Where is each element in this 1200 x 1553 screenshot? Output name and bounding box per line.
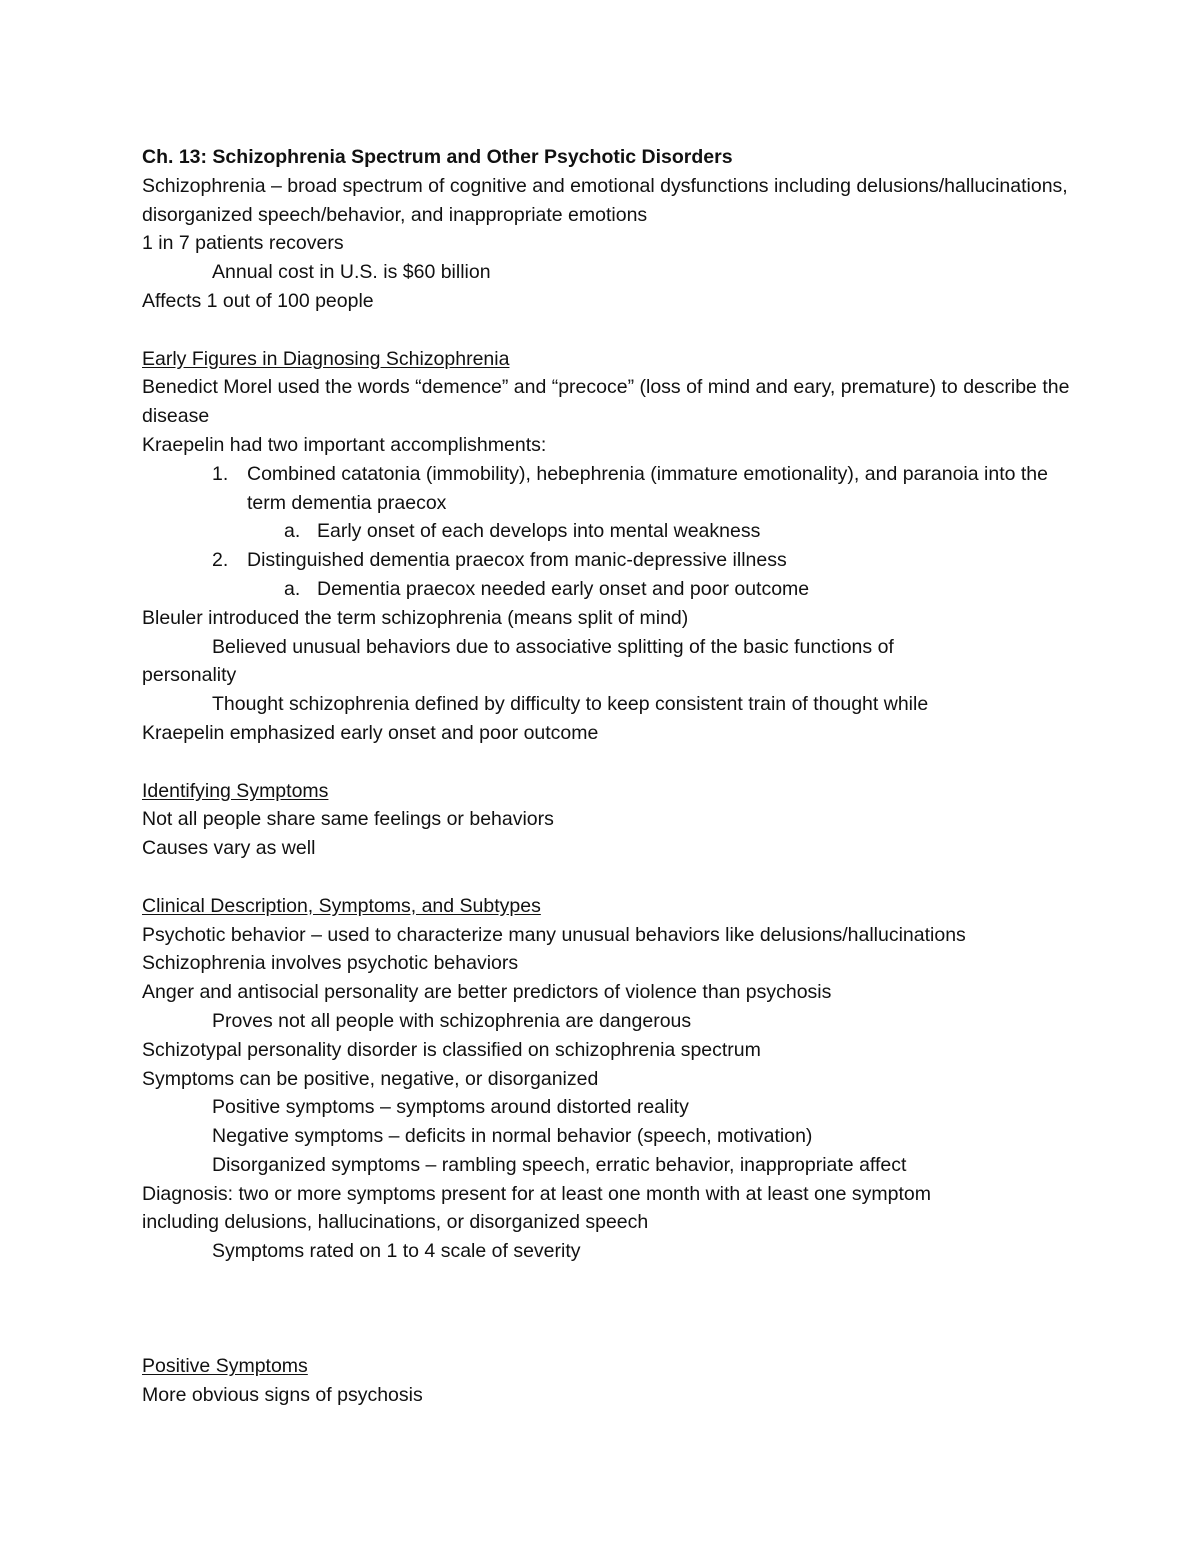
section-heading-early-figures: Early Figures in Diagnosing Schizophrenia	[142, 347, 510, 370]
sub-list-marker: a.	[284, 577, 301, 600]
sub-list-item	[142, 517, 1082, 546]
identifying-line: Causes vary as well	[142, 837, 316, 860]
section-heading-positive-symptoms: Positive Symptoms	[142, 1355, 308, 1378]
diagnosis-line: Diagnosis: two or more symptoms present for at least one month with at least one symptom	[142, 1182, 932, 1205]
schizophrenia-involves: Schizophrenia involves psychotic behaviors	[142, 952, 519, 975]
bleuler-belief-continuation: personality	[142, 664, 237, 687]
psychotic-behavior: Psychotic behavior – used to characterize many unusual behaviors like delusions/hallucinations	[142, 923, 966, 946]
bleuler-thought-continuation: Kraepelin emphasized early onset and poor outcome	[142, 721, 599, 744]
bleuler-intro: Bleuler introduced the term schizophrenia (means split of mind)	[142, 606, 689, 629]
list-item-text: Combined catatonia (immobility), hebephrenia (immature emotionality), and paranoia into the term dementia praecox	[247, 462, 1048, 514]
list-item-text: Distinguished dementia praecox from manic-depressive illness	[247, 549, 787, 572]
schizotypal-line: Schizotypal personality disorder is classified on schizophrenia spectrum	[142, 1038, 761, 1061]
chapter-title: Ch. 13: Schizophrenia Spectrum and Other Psychotic Disorders	[142, 146, 733, 168]
anger-predictor: Anger and antisocial personality are better predictors of violence than psychosis	[142, 981, 832, 1004]
spacer	[142, 748, 1082, 777]
bleuler-belief-line: Believed unusual behaviors due to associative splitting of the basic functions of	[212, 635, 894, 658]
severity-rating: Symptoms rated on 1 to 4 scale of severity	[212, 1240, 581, 1263]
identifying-line: Not all people share same feelings or behaviors	[142, 808, 554, 831]
section-heading-clinical-description: Clinical Description, Symptoms, and Subtypes	[142, 894, 541, 917]
negative-symptoms-line: Negative symptoms – deficits in normal behavior (speech, motivation)	[212, 1125, 813, 1148]
list-item	[142, 460, 1082, 518]
spacer	[142, 1266, 1082, 1352]
spacer	[142, 863, 1082, 892]
list-marker: 1.	[212, 462, 229, 485]
annual-cost: Annual cost in U.S. is $60 billion	[212, 261, 491, 284]
list-item	[142, 546, 1082, 575]
sub-list-marker: a.	[284, 520, 301, 543]
symptom-types: Symptoms can be positive, negative, or disorganized	[142, 1067, 599, 1090]
bleuler-thought-line: Thought schizophrenia defined by difficulty to keep consistent train of thought while	[212, 693, 929, 716]
document-body	[142, 143, 1082, 1410]
morel-paragraph: Benedict Morel used the words “demence” and “precoce” (loss of mind and eary, premature) to describe the disease	[142, 376, 1070, 428]
spacer	[142, 316, 1082, 345]
recovery-rate: 1 in 7 patients recovers	[142, 232, 344, 255]
disorganized-symptoms-line: Disorganized symptoms – rambling speech, erratic behavior, inappropriate affect	[212, 1153, 907, 1176]
positive-symptoms-detail: More obvious signs of psychosis	[142, 1384, 423, 1407]
diagnosis-continuation: including delusions, hallucinations, or disorganized speech	[142, 1211, 649, 1234]
schizophrenia-definition: Schizophrenia – broad spectrum of cognitive and emotional dysfunctions including delusions/hallucinations, disorganized speech/behavior, and inappropriate emotions	[142, 174, 1068, 226]
positive-symptoms-line: Positive symptoms – symptoms around distorted reality	[212, 1096, 689, 1119]
proves-line: Proves not all people with schizophrenia are dangerous	[212, 1009, 692, 1032]
section-heading-identifying-symptoms: Identifying Symptoms	[142, 779, 329, 802]
sub-list-item-text: Dementia praecox needed early onset and poor outcome	[317, 577, 810, 600]
sub-list-item-text: Early onset of each develops into mental weakness	[317, 520, 761, 543]
list-marker: 2.	[212, 549, 229, 572]
sub-list-item	[142, 575, 1082, 604]
kraepelin-intro: Kraepelin had two important accomplishments:	[142, 433, 547, 456]
prevalence: Affects 1 out of 100 people	[142, 289, 374, 312]
